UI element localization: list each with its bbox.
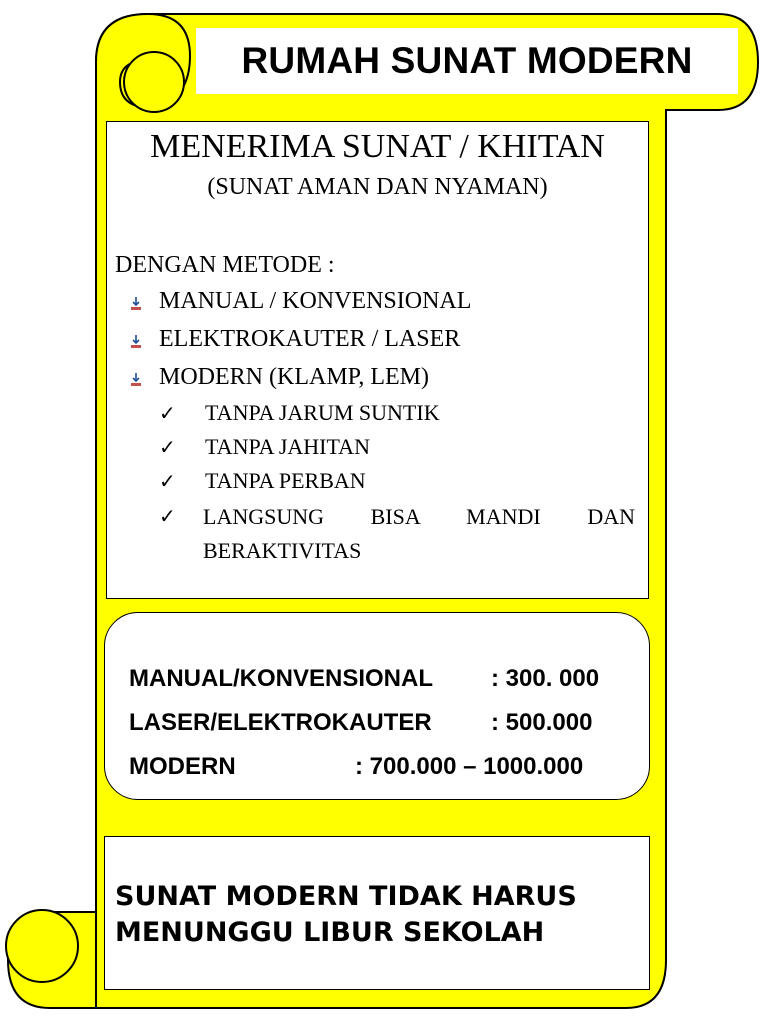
title-banner <box>196 28 738 94</box>
checkmark-icon: ✓ <box>159 506 176 528</box>
methods-intro: DENGAN METODE : <box>115 252 335 278</box>
benefit-label: TANPA JARUM SUNTIK <box>205 400 440 425</box>
benefit-label: TANPA JAHITAN <box>205 434 370 459</box>
method-item <box>125 364 429 391</box>
checkmark-icon: ✓ <box>159 470 176 493</box>
slogan-text <box>115 879 635 951</box>
page-title: RUMAH SUNAT MODERN <box>241 40 693 81</box>
checkmark-icon: ✓ <box>159 436 176 459</box>
benefit-label-continued: BERAKTIVITAS <box>203 538 362 563</box>
arrow-bullet-icon <box>125 367 147 389</box>
benefit-label: TANPA PERBAN <box>205 468 366 493</box>
arrow-bullet-icon <box>125 291 147 313</box>
price-label: MODERN <box>129 753 236 780</box>
method-item <box>125 288 471 315</box>
info-subheading: (SUNAT AMAN DAN NYAMAN) <box>207 174 548 200</box>
price-value: : 300. 000 <box>491 665 600 692</box>
benefit-item <box>159 400 440 426</box>
method-label: MODERN (KLAMP, LEM) <box>159 364 429 390</box>
method-label: MANUAL / KONVENSIONAL <box>159 288 472 314</box>
method-item <box>125 326 460 353</box>
benefit-item-last <box>203 504 635 530</box>
benefit-item <box>159 468 366 494</box>
price-value: : 500.000 <box>491 709 593 736</box>
benefit-label: LANGSUNG BISA MANDI <box>203 504 541 529</box>
slogan-line: MENUNGGU LIBUR SEKOLAH <box>115 917 545 948</box>
price-value: : 700.000 – 1000.000 <box>355 753 584 780</box>
method-label: ELEKTROKAUTER / LASER <box>159 326 461 352</box>
price-panel <box>104 612 650 800</box>
benefit-label-mid: DAN <box>587 504 635 529</box>
arrow-bullet-icon <box>125 329 147 351</box>
slogan-panel <box>104 836 650 990</box>
checkmark-icon: ✓ <box>159 402 176 425</box>
slogan-line: SUNAT MODERN TIDAK HARUS <box>115 881 577 912</box>
info-panel <box>106 121 649 599</box>
info-heading: MENERIMA SUNAT / KHITAN <box>150 128 605 165</box>
price-label: MANUAL/KONVENSIONAL <box>129 665 433 692</box>
benefit-item <box>159 434 370 460</box>
price-label: LASER/ELEKTROKAUTER <box>129 709 432 736</box>
